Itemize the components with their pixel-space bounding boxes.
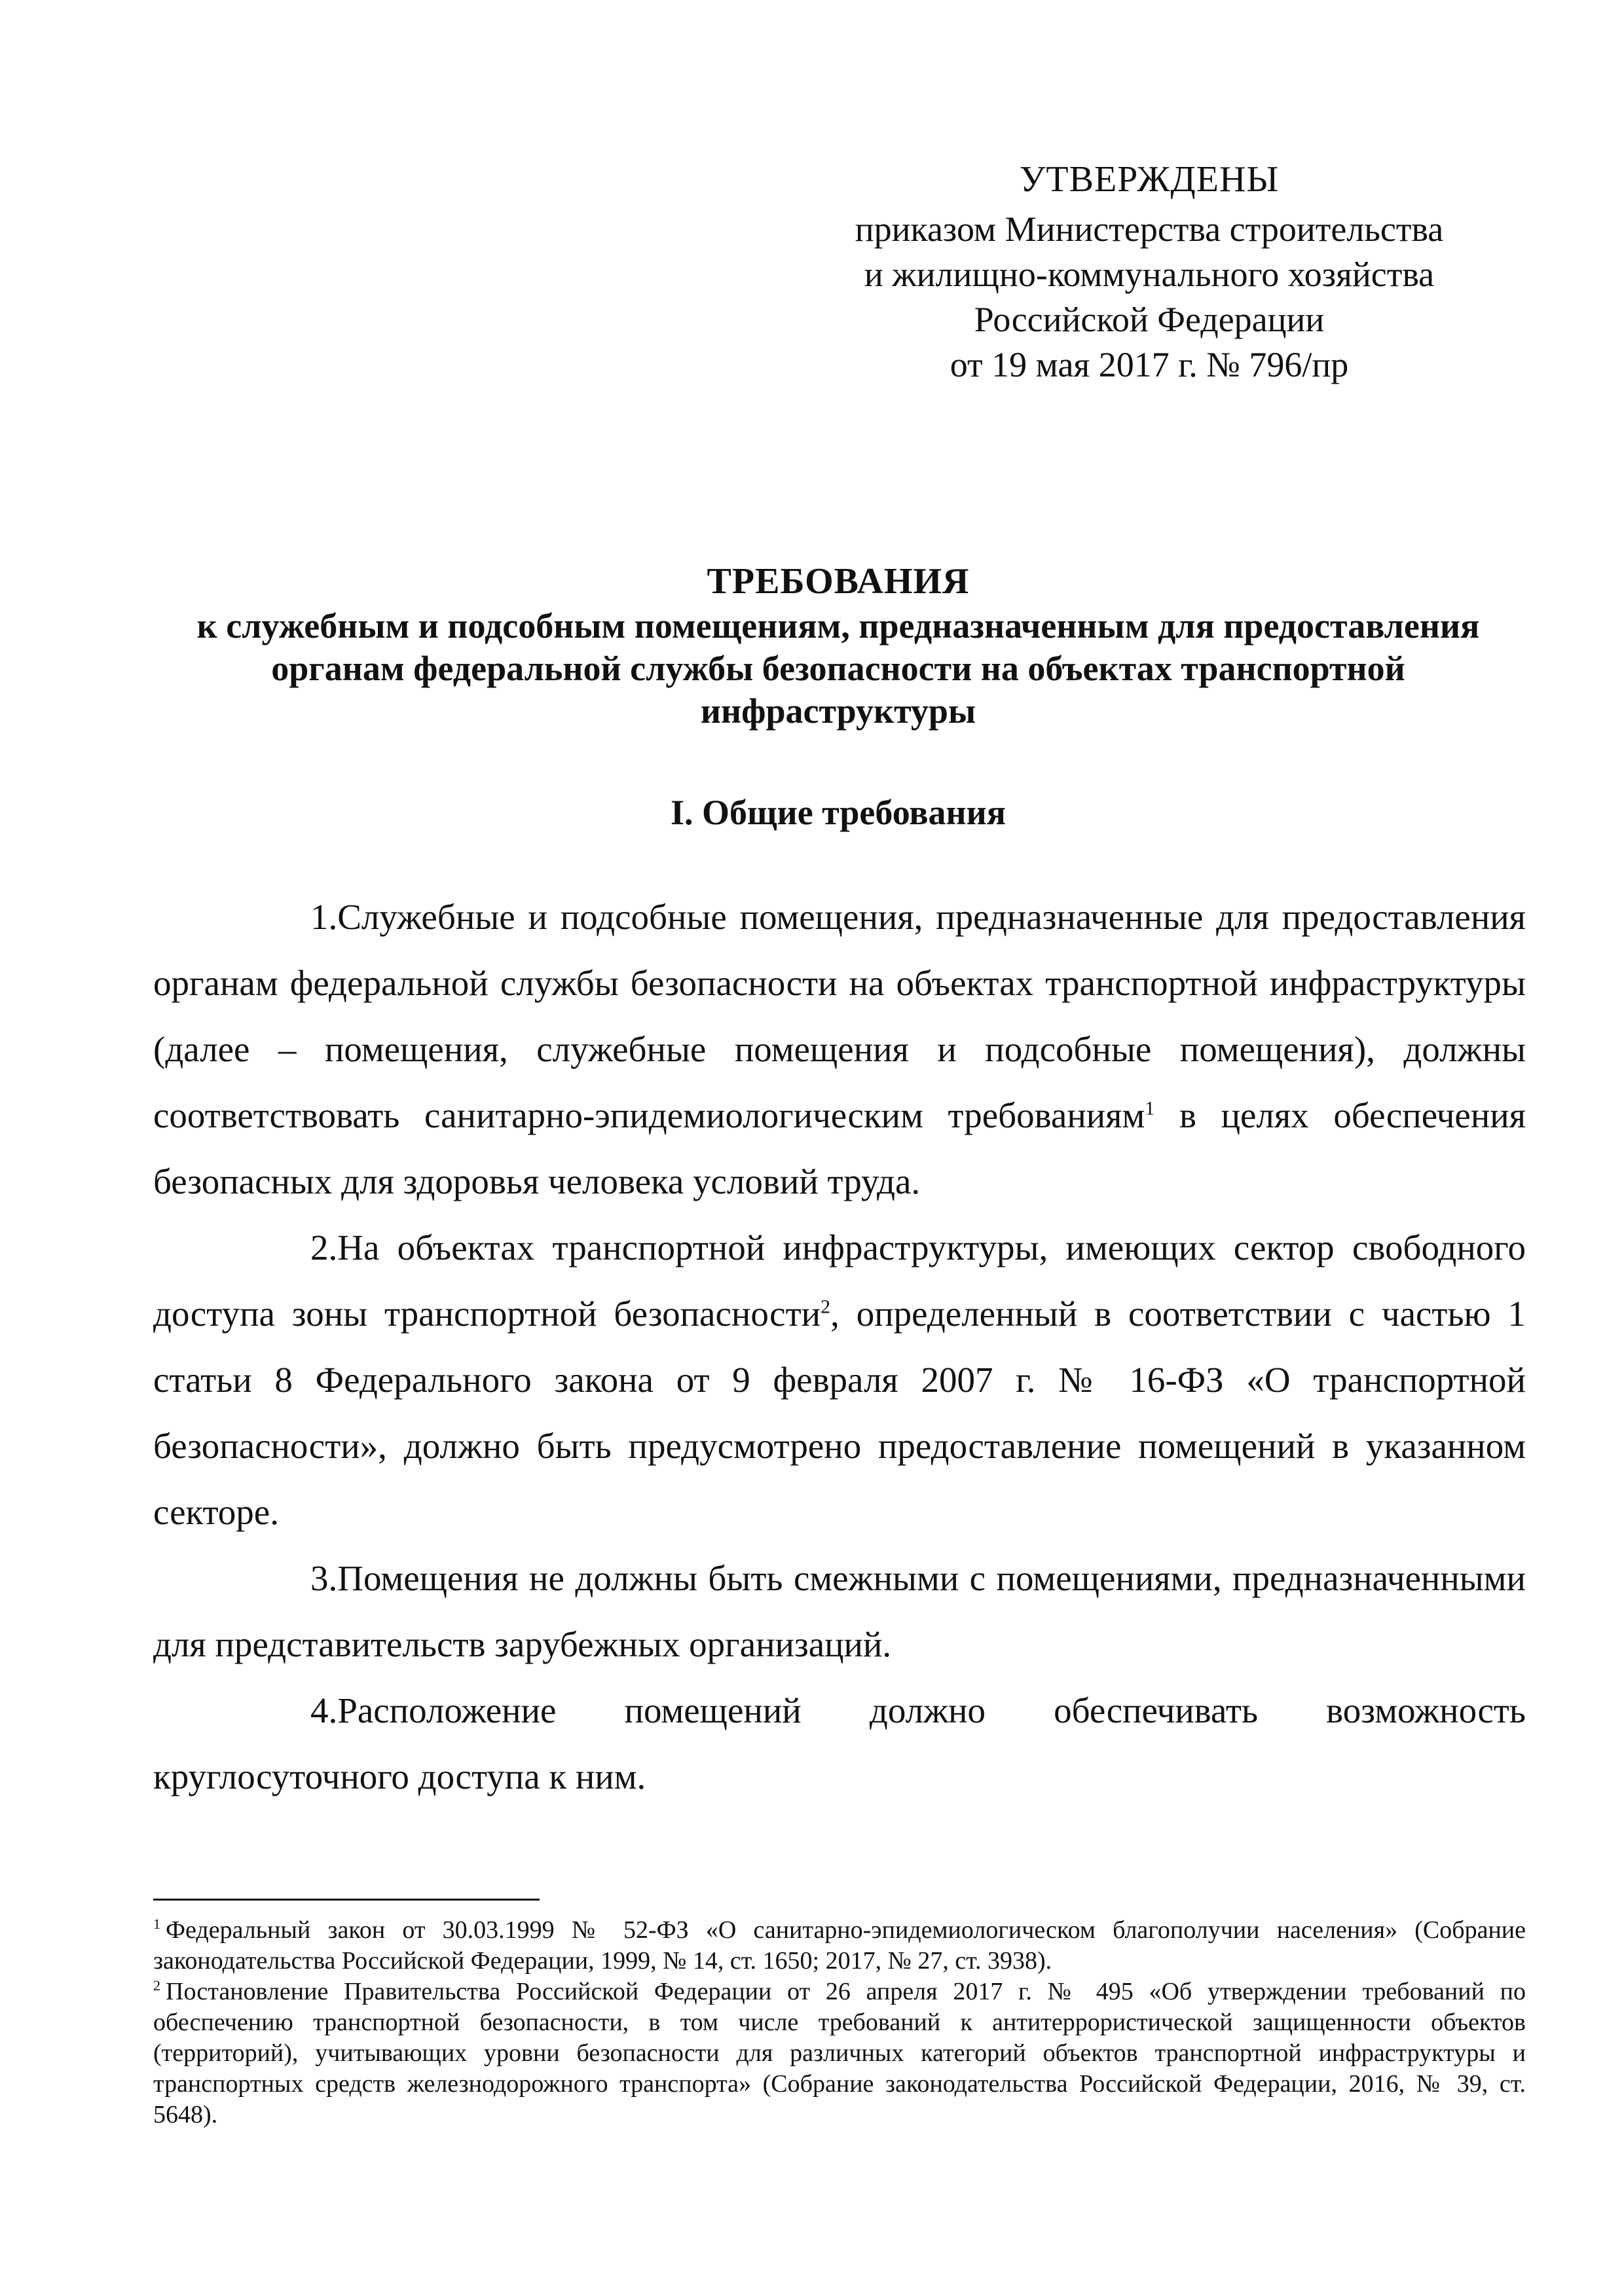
document-title: ТРЕБОВАНИЯ [707,561,970,602]
document-subtitle-line: инфраструктуры [700,691,976,731]
document-subtitle-line: к служебным и подсобным помещениям, предназначенным для предоставления [196,606,1480,646]
approval-line: приказом Министерства строительства [855,210,1444,249]
footnote-2 [153,1977,1526,2130]
paragraph-text: На объектах транспортной инфраструктуры, имеющих сектор свободного доступа зоны транспортной безопасности [153,1228,1526,1334]
paragraph-1 [153,884,1526,1214]
approval-title: УТВЕРЖДЕНЫ [1019,159,1280,200]
paragraph-number: 4. [310,1690,338,1730]
approval-line: и жилищно-коммунального хозяйства [864,255,1435,294]
paragraph-2 [153,1214,1526,1545]
paragraph-4 [153,1677,1526,1810]
footnote-text: Федеральный закон от 30.03.1999 № 52-ФЗ «О санитарно-эпидемиологическом благополучии населения» (Собрание законодательства Российской Федерации, 1999, № 14, ст. 1650; 2017, № 27, ст. 3938). [153,1916,1526,1975]
paragraph-text: Расположение помещений должно обеспечивать возможность круглосуточного доступа к ним. [153,1690,1526,1796]
approval-order-ref: от 19 мая 2017 г. № 796/пр [950,345,1349,384]
footnote-mark: 2 [153,1977,160,1994]
paragraph-text: , определенный в соответствии с частью 1 статьи 8 Федерального закона от 9 февраля 2007 г. № 16-ФЗ «О транспортной безопасности», должно быть предусмотрено предоставление помещений в указанном секторе. [153,1294,1526,1532]
section-heading: I. Общие требования [671,793,1006,832]
paragraph-number: 3. [310,1558,338,1598]
paragraph-3 [153,1545,1526,1677]
footnotes [153,1915,1526,2130]
paragraph-number: 1. [310,897,338,937]
footnote-text: Постановление Правительства Российской Федерации от 26 апреля 2017 г. № 495 «Об утверждении требований по обеспечению транспортной безопасности, в том числе требований к антитеррористической защищенности объектов (территорий), учитывающих уровни безопасности для различных категорий объектов транспортной инфраструктуры и транспортных средств железнодорожного транспорта» (Собрание законодательства Российской Федерации, 2016, № 39, ст. 5648). [153,1978,1526,2128]
footnote-separator [153,1899,540,1901]
footnote-mark: 1 [153,1916,160,1933]
document-title-block [151,558,1526,733]
footnote-reference[interactable]: 1 [1145,1097,1155,1120]
paragraph-text: Служебные и подсобные помещения, предназначенные для предоставления органам федеральной службы безопасности на объектах транспортной инфраструктуры (далее – помещения, служебные помещения и подсобные помещения), должны соответствовать санитарно-эпидемиологическим требованиям [153,897,1526,1135]
paragraph-text: в целях обеспечения безопасных для здоровья человека условий труда. [153,1095,1526,1201]
footnote-reference[interactable]: 2 [821,1296,831,1318]
paragraph-text: Помещения не должны быть смежными с помещениями, предназначенными для представительств зарубежных организаций. [153,1558,1526,1664]
approval-line: Российской Федерации [974,300,1325,339]
document-subtitle-line: органам федеральной службы безопасности на объектах транспортной [271,649,1405,688]
paragraph-number: 2. [310,1228,338,1267]
footnote-1 [153,1915,1526,1977]
approval-stamp [786,152,1513,388]
document-body [153,884,1526,1810]
